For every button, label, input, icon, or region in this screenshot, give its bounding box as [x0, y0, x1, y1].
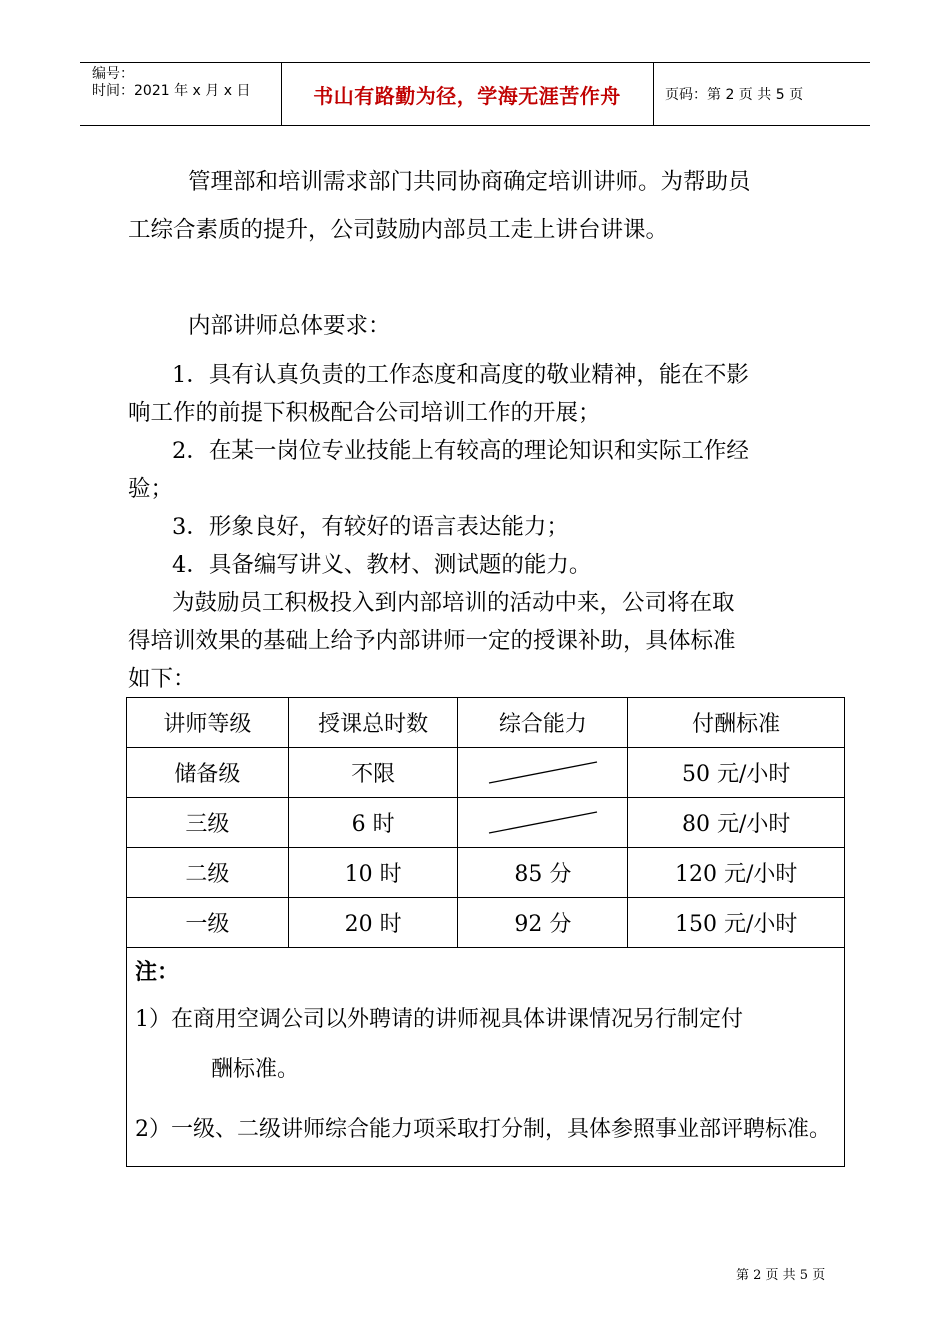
requirement-item-cont: 响工作的前提下积极配合公司培训工作的开展； [128, 400, 601, 426]
requirement-item: 2．在某一岗位专业技能上有较高的理论知识和实际工作经 [172, 438, 749, 464]
requirements-title: 内部讲师总体要求： [188, 313, 391, 339]
table-row [127, 848, 845, 898]
notes-title: 注： [135, 959, 180, 985]
table-cell: 92 分 [458, 898, 628, 948]
table-cell: 85 分 [458, 848, 628, 898]
table-cell-empty [458, 798, 628, 848]
empty-cell-slash [483, 758, 603, 788]
header-cell: 综合能力 [458, 698, 628, 748]
table-cell: 10 时 [288, 848, 458, 898]
note-line: 1）在商用空调公司以外聘请的讲师视具体讲课情况另行制定付 [135, 1007, 743, 1032]
header-cell: 授课总时数 [288, 698, 458, 748]
footer-page-number: 第 2 页 共 5 页 [736, 1268, 826, 1283]
requirements-list [128, 356, 828, 698]
table-row [127, 748, 845, 798]
header-meta [92, 66, 250, 100]
table-cell: 6 时 [288, 798, 458, 848]
table-cell: 一级 [127, 898, 289, 948]
table-row [127, 898, 845, 948]
intro-line: 工综合素质的提升，公司鼓励内部员工走上讲台讲课。 [128, 217, 669, 243]
note-item [135, 1006, 836, 1084]
encourage-paragraph-cont: 如下： [128, 666, 196, 692]
table-cell: 120 元/小时 [628, 848, 845, 898]
header-divider [653, 63, 654, 125]
number-label: 编号： [92, 66, 134, 82]
time-label: 时间：2021 年 x 月 x 日 [92, 83, 251, 99]
header-cell: 付酬标准 [628, 698, 845, 748]
intro-line: 管理部和培训需求部门共同协商确定培训讲师。为帮助员 [188, 169, 751, 195]
notes-cell [127, 948, 845, 1167]
table-cell-empty [458, 748, 628, 798]
table-cell: 三级 [127, 798, 289, 848]
table-cell: 150 元/小时 [628, 898, 845, 948]
requirement-item-cont: 验； [128, 476, 174, 502]
table-cell: 20 时 [288, 898, 458, 948]
empty-cell-slash [483, 808, 603, 838]
header-cell: 讲师等级 [127, 698, 289, 748]
table-header-row [127, 698, 845, 748]
table-cell: 不限 [288, 748, 458, 798]
requirement-item: 4．具备编写讲义、教材、测试题的能力。 [172, 552, 592, 578]
header-motto: 书山有路勤为径，学海无涯苦作舟 [313, 83, 621, 108]
table-cell: 储备级 [127, 748, 289, 798]
note-line: 酬标准。 [211, 1057, 300, 1082]
table-cell: 二级 [127, 848, 289, 898]
compensation-table [126, 697, 845, 1167]
table-row [127, 798, 845, 848]
table-cell: 50 元/小时 [628, 748, 845, 798]
requirement-item: 3．形象良好，有较好的语言表达能力； [172, 514, 569, 540]
encourage-paragraph: 为鼓励员工积极投入到内部培训的活动中来，公司将在取 [172, 590, 735, 616]
note-item: 2）一级、二级讲师综合能力项采取打分制，具体参照事业部评聘标准。 [135, 1117, 831, 1142]
encourage-paragraph-cont: 得培训效果的基础上给予内部讲师一定的授课补助，具体标准 [128, 628, 736, 654]
requirement-item: 1．具有认真负责的工作态度和高度的敬业精神，能在不影 [172, 362, 749, 388]
header-page-label: 页码：第 2 页 共 5 页 [665, 87, 804, 103]
notes-row [127, 948, 845, 1167]
table-cell: 80 元/小时 [628, 798, 845, 848]
page-header [80, 62, 870, 126]
intro-paragraph [128, 158, 828, 254]
